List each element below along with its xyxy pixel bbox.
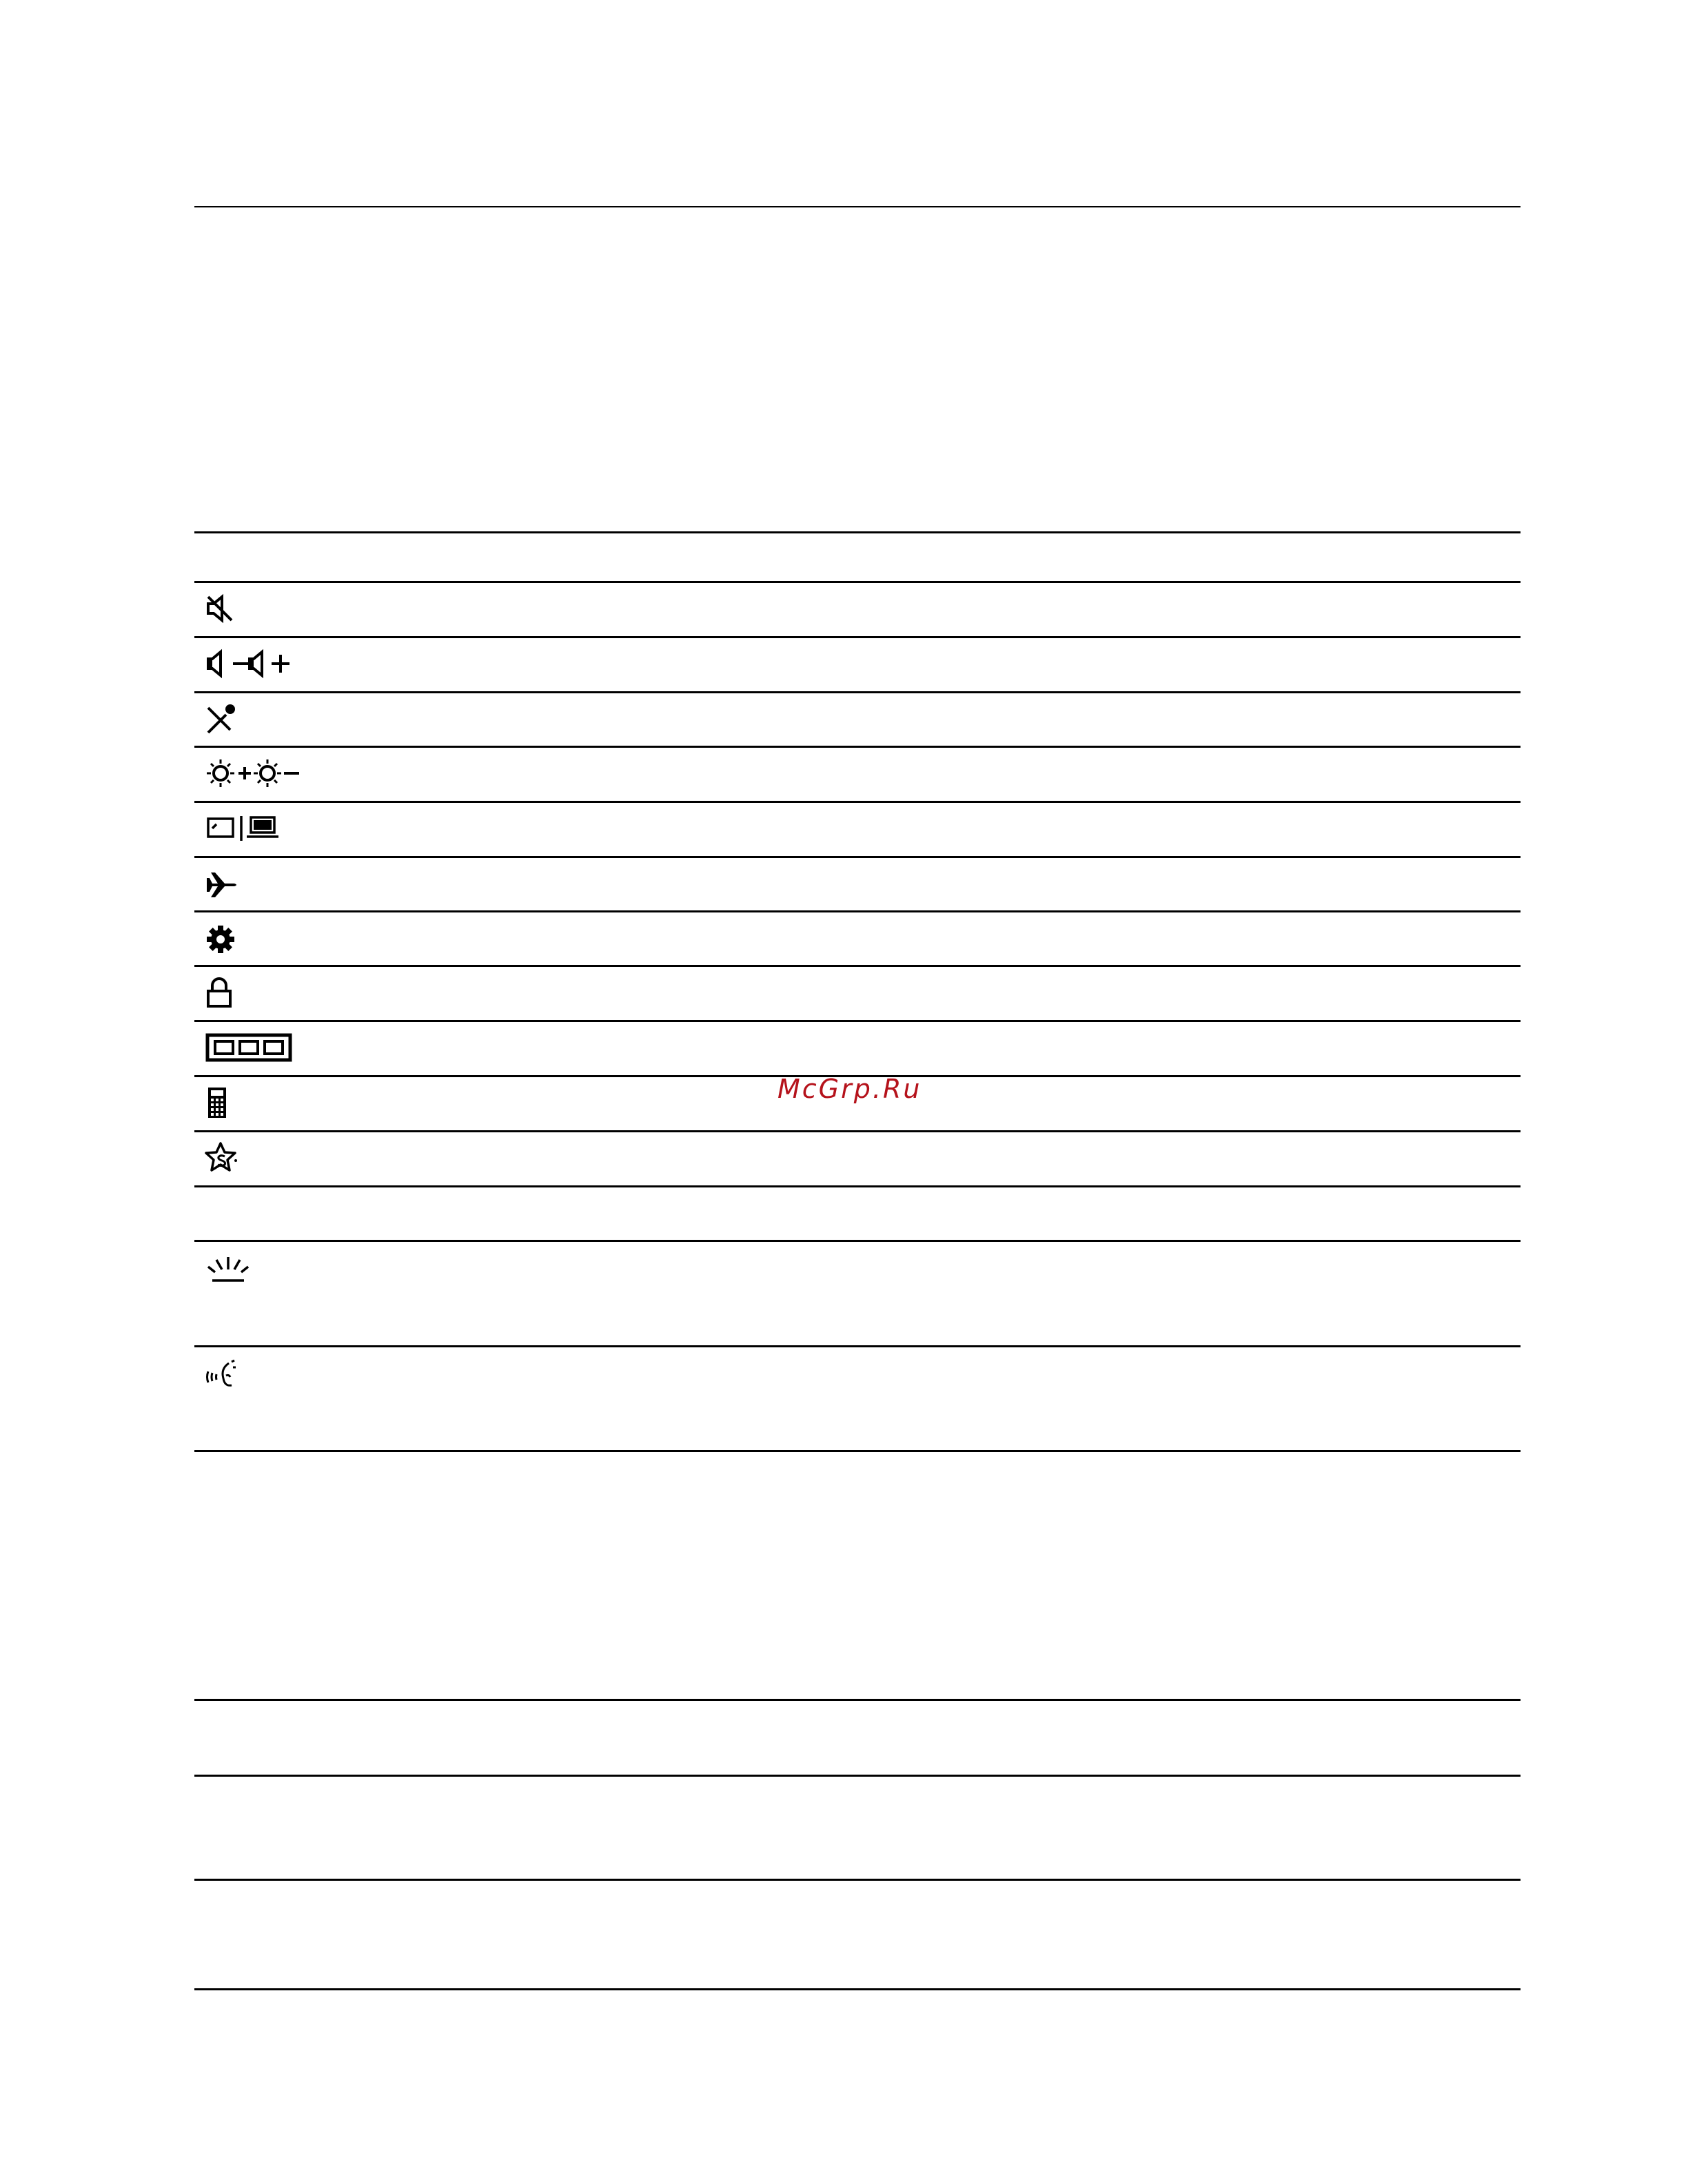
airplane-mode-icon (205, 870, 240, 900)
calculator-icon (205, 1086, 229, 1119)
watermark: McGrp.Ru (777, 1074, 922, 1104)
table2-bottom-border (194, 1988, 1521, 1990)
row-divider (194, 636, 1521, 638)
table2-row-divider (194, 1775, 1521, 1777)
display-switch-icon (205, 813, 281, 842)
table2-row-divider (194, 1879, 1521, 1881)
row-divider (194, 965, 1521, 967)
volume-down-up-icon (205, 649, 291, 678)
keyboard-backlight-icon (205, 1254, 254, 1285)
brightness-up-down-icon (205, 758, 302, 788)
row-divider (194, 1185, 1521, 1187)
hearing-assist-icon (205, 1359, 237, 1391)
table-top-border (194, 531, 1521, 533)
table-header-border (194, 581, 1521, 583)
row-divider (194, 801, 1521, 803)
table-bottom-border (194, 1450, 1521, 1452)
speaker-mute-icon (205, 594, 238, 623)
microphone-mute-icon (205, 702, 238, 734)
row-divider (194, 1130, 1521, 1132)
row-divider (194, 910, 1521, 912)
top-divider (194, 206, 1521, 207)
row-divider (194, 856, 1521, 858)
task-view-icon (205, 1033, 294, 1062)
lock-icon (205, 977, 233, 1009)
row-divider (194, 691, 1521, 693)
row-divider (194, 1240, 1521, 1242)
settings-gear-icon (205, 924, 236, 955)
row-divider (194, 746, 1521, 748)
row-divider (194, 1345, 1521, 1347)
table2-top-border (194, 1699, 1521, 1701)
star-s-icon (205, 1141, 240, 1173)
row-divider (194, 1020, 1521, 1022)
